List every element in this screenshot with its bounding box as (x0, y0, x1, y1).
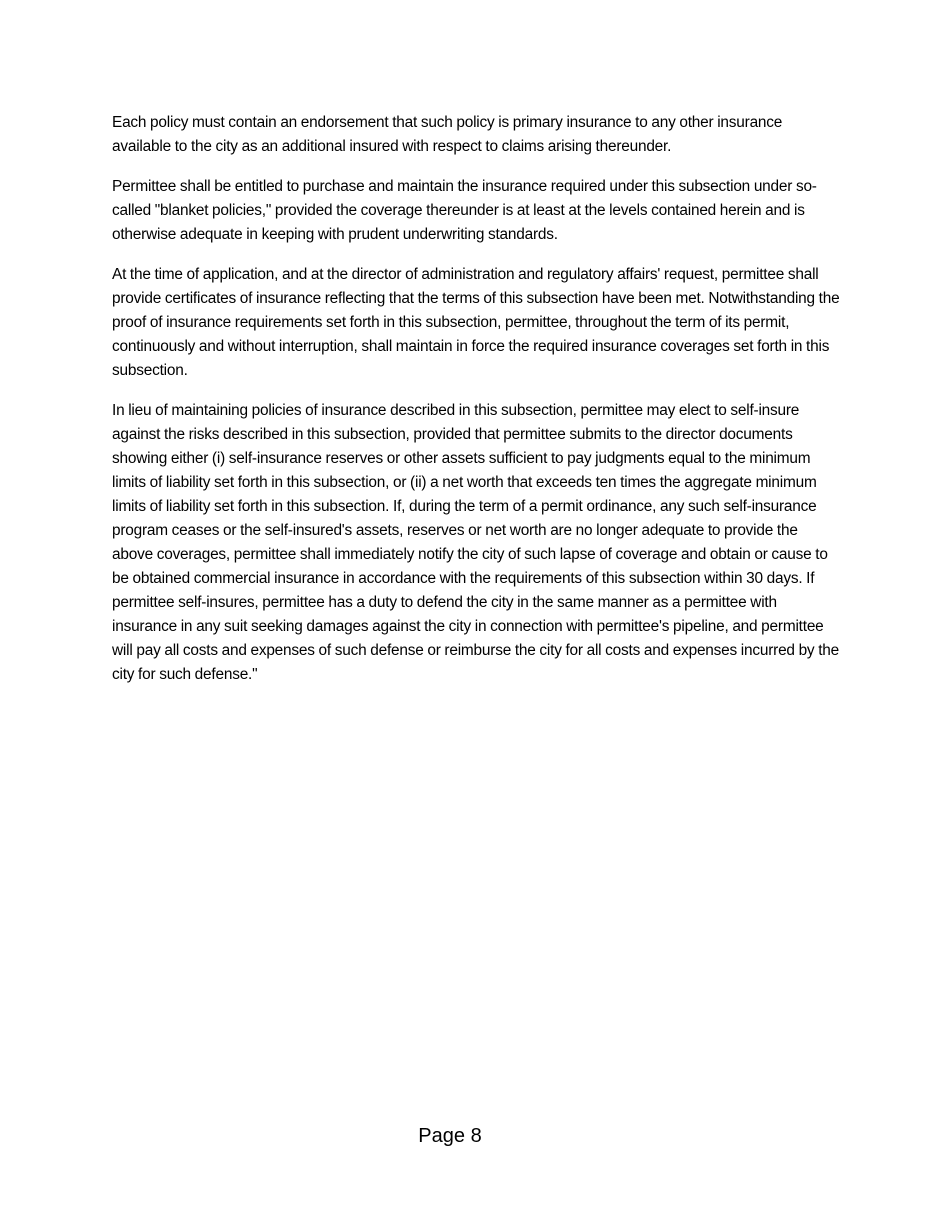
paragraph-primary-insurance: Each policy must contain an endorsement that such policy is primary insurance to any other insurance available to the city as an additional insured with respect to claims arising thereunder. (112, 114, 783, 155)
paragraph-blanket-policies: Permittee shall be entitled to purchase and maintain the insurance required under this subsection under so-called "blanket policies," provided the coverage thereunder is at least at the levels contained herein and is otherwise adequate in keeping with prudent underwriting standards. (112, 178, 817, 243)
page-number: Page 8 (418, 1125, 482, 1147)
paragraph-certificates: At the time of application, and at the director of administration and regulatory affairs' request, permittee shall provide certificates of insurance reflecting that the terms of this subsection have been met. Notwithstanding the proof of insurance requirements set forth in this subsection, permittee, throughout the term of its permit, continuously and without interruption, shall maintain in force the required insurance coverages set forth in this subsection. (112, 266, 840, 379)
document-body (112, 111, 842, 703)
paragraph-self-insurance: In lieu of maintaining policies of insurance described in this subsection, permittee may elect to self-insure against the risks described in this subsection, provided that permittee submits to the director documents showing either (i) self-insurance reserves or other assets sufficient to pay judgments equal to the minimum limits of liability set forth in this subsection, or (ii) a net worth that exceeds ten times the aggregate minimum limits of liability set forth in this subsection. If, during the term of a permit ordinance, any such self-insurance program ceases or the self-insured's assets, reserves or net worth are no longer adequate to provide the above coverages, permittee shall immediately notify the city of such lapse of coverage and obtain or cause to be obtained commercial insurance in accordance with the requirements of this subsection within 30 days. If permittee self-insures, permittee has a duty to defend the city in the same manner as a permittee with insurance in any suit seeking damages against the city in connection with permittee's pipeline, and permittee will pay all costs and expenses of such defense or reimburse the city for all costs and expenses incurred by the city for such defense." (112, 402, 839, 683)
